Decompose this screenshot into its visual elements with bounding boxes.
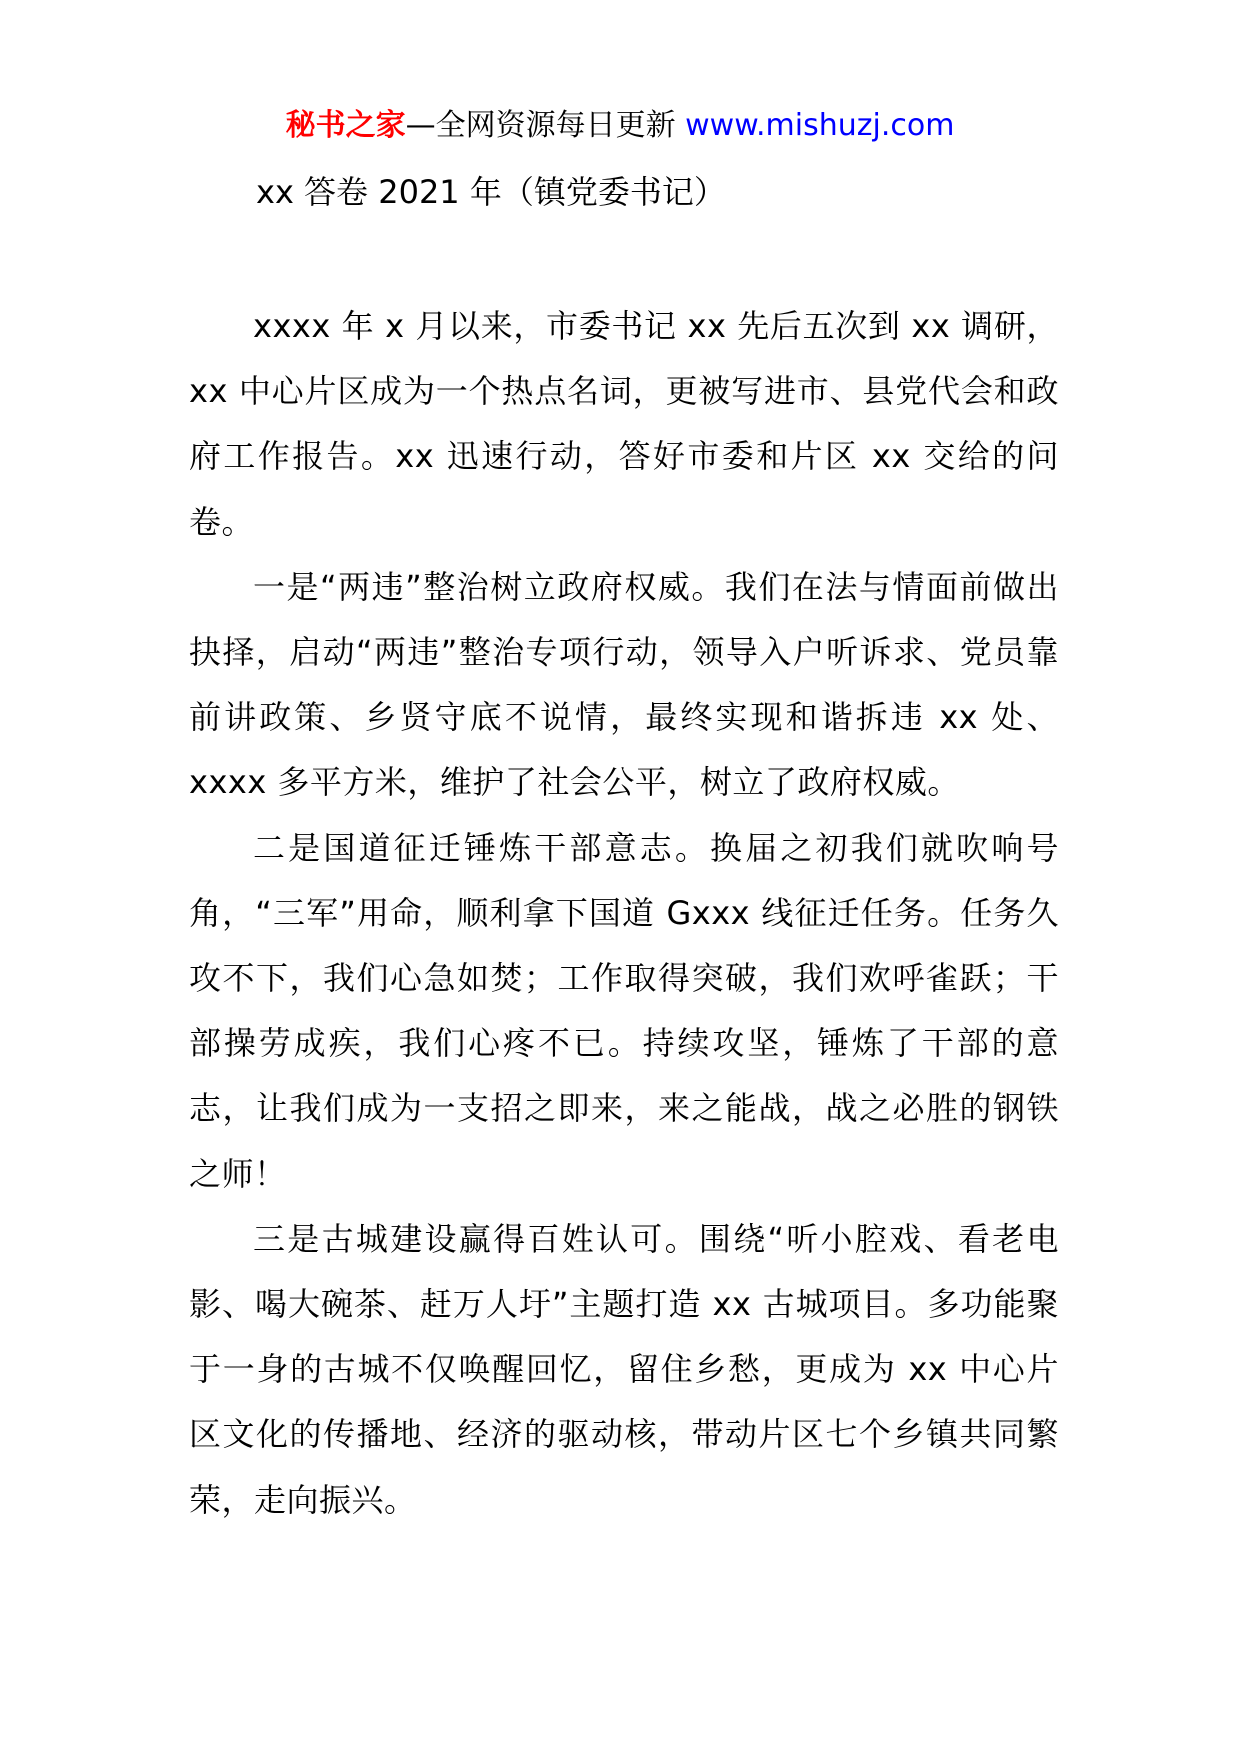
header-banner — [0, 98, 1240, 154]
website-link[interactable]: www.mishuzj.com — [685, 108, 955, 143]
document-title: xx 答卷 2021 年（镇党委书记） — [256, 173, 726, 211]
brand-name: 秘书之家 — [285, 108, 406, 143]
header-tagline: —全网资源每日更新 — [405, 108, 676, 143]
document-body — [189, 294, 1059, 1533]
paragraph-point-two: 二是国道征迁锤炼干部意志。换届之初我们就吹响号角，“三军”用命，顺利拿下国道 Gxxx 线征迁任务。任务久攻不下，我们心急如焚；工作取得突破，我们欢呼雀跃；干部操劳成疾，我们心疼不已。持续攻坚，锤炼了干部的意志，让我们成为一支招之即来，来之能战，战之必胜的钢铁之师！ — [189, 828, 1059, 1193]
paragraph-point-three: 三是古城建设赢得百姓认可。围绕“听小腔戏、看老电影、喝大碗茶、赶万人圩”主题打造 xx 古城项目。多功能聚于一身的古城不仅唤醒回忆，留住乡愁，更成为 xx 中心片区文化的传播地、经济的驱动核，带动片区七个乡镇共同繁荣，走向振兴。 — [189, 1219, 1059, 1519]
paragraph-intro: xxxx 年 x 月以来，市委书记 xx 先后五次到 xx 调研，xx 中心片区成为一个热点名词，更被写进市、县党代会和政府工作报告。xx 迅速行动，答好市委和片区 xx 交给的问卷。 — [189, 307, 1059, 541]
paragraph-point-one: 一是“两违”整治树立政府权威。我们在法与情面前做出抉择，启动“两违”整治专项行动，领导入户听诉求、党员靠前讲政策、乡贤守底不说情，最终实现和谐拆违 xx 处、xxxx 多平方米，维护了社会公平，树立了政府权威。 — [189, 567, 1059, 802]
